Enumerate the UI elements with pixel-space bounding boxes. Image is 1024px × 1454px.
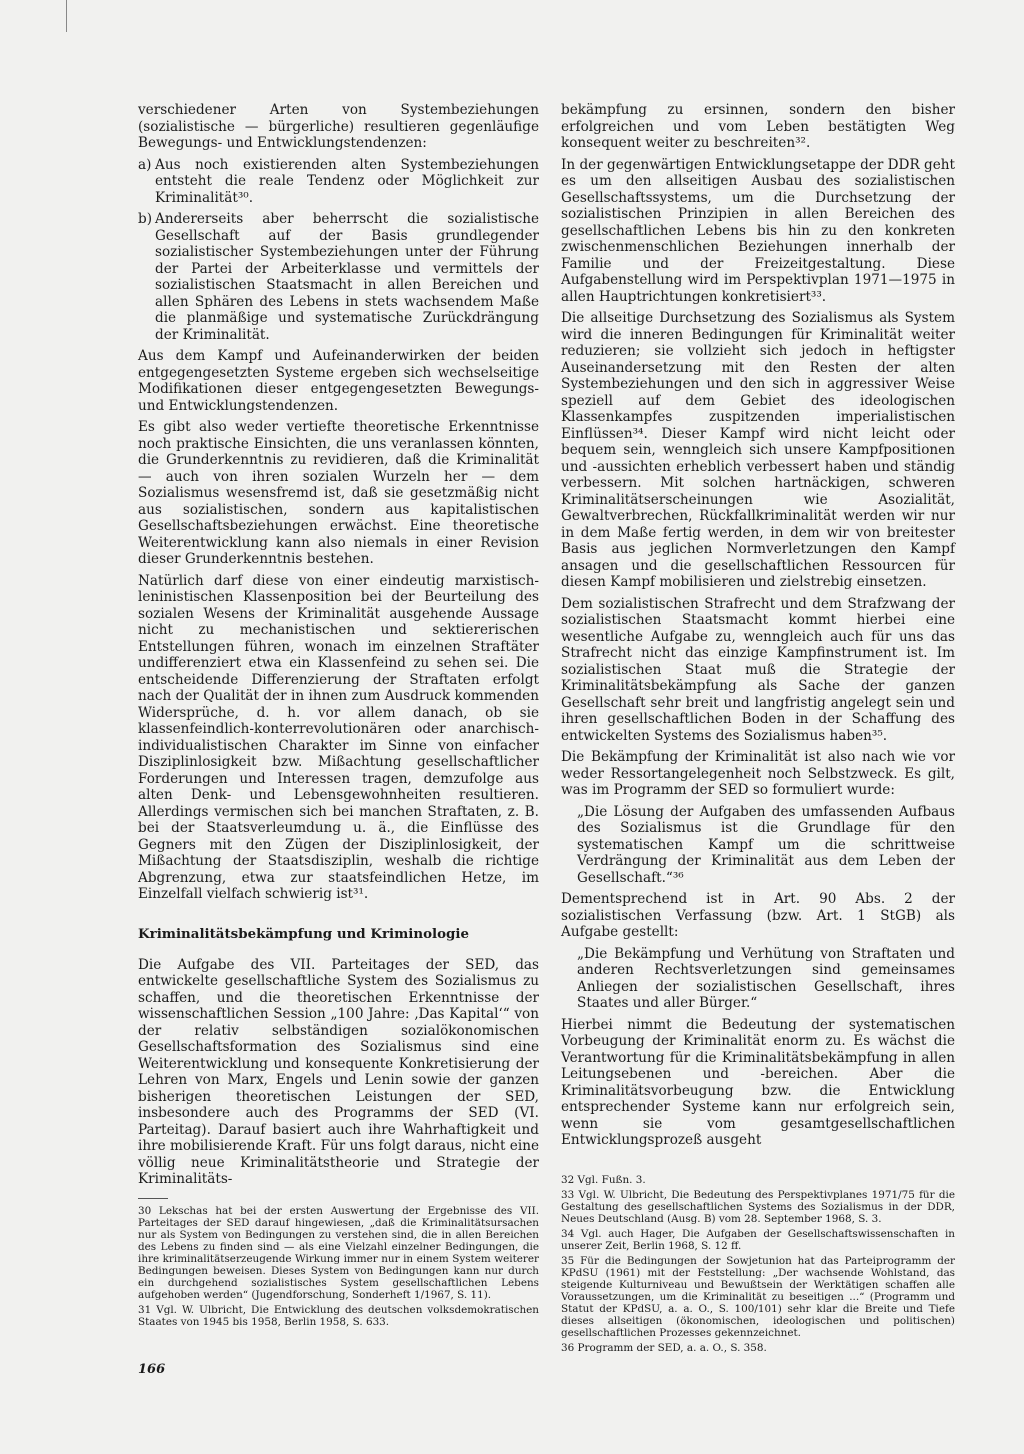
block-quote: „Die Bekämpfung und Verhütung von Straftaten und anderen Rechtsverletzungen sind gemeinsames Anliegen der sozialistischen Gesellschaft, ihres Staates und aller Bürger.“ xyxy=(577,945,955,1011)
paragraph: Natürlich darf diese von einer eindeutig marxistisch-leninistischen Klassenposition bei der Beurteilung des sozialen Wesens der Kriminalität ausgehende Aussage nicht zu mechanistischen und sektiererischen Entstellungen führen, wonach im einzelnen Straftäter undifferenziert etwa ein Klassenfeind zu sehen sei. Die entscheidende Differenzierung der Straftaten erfolgt nach der Qualität der in ihnen zum Ausdruck kommenden Widersprüche, d. h. vor allem danach, ob sie klassenfeindlich-konterrevolutionären oder anarchisch-individualistischen Charakter im Sinne von einfacher Disziplinlosigkeit bzw. Mißachtung gesellschaftlicher Forderungen und Interessen tragen, demzufolge aus alten Denk- und Lebensgewohnheiten resultieren. Allerdings vermischen sich bei manchen Straftaten, z. B. bei der Staatsverleumdung u. ä., die Einflüsse des Gegners mit den Zügen der Disziplinlosigkeit, der Mißachtung der Staatsdisziplin, weshalb die richtige Abgrenzung, etwa zur staatsfeindlichen Hetze, im Einzelfall vielfach schwierig ist³¹. xyxy=(138,572,539,902)
paragraph: verschiedener Arten von Systembeziehungen (sozialistische — bürgerliche) resultieren gegenläufige Bewegungs- und Entwicklungstendenzen: xyxy=(138,102,539,151)
list-marker: a) xyxy=(138,156,152,173)
paragraph: Die Bekämpfung der Kriminalität ist also nach wie vor weder Ressortangelegenheit noch Selbstzweck. Es gilt, was im Programm der SED so formuliert wurde: xyxy=(561,749,955,798)
paragraph: Die allseitige Durchsetzung des Sozialismus als System wird die inneren Bedingungen für Kriminalität weiter reduzieren; sie vollzieht sich jedoch in heftigster Auseinandersetzung mit den Resten der alten Systembeziehungen und den sich in aggressiver Weise speziell auf dem Gebiet des ideologischen Klassenkampfes zuspitzenden imperialistischen Einflüssen³⁴. Dieser Kampf wird nicht leicht oder bequem sein, wenngleich sich unsere Kampfpositionen und -aussichten erheblich verbessert haben und ständig verbessern. Mit solchen hartnäckigen, schweren Kriminalitätserscheinungen wie Asozialität, Gewaltverbrechen, Rückfallkriminalität werden wir nur in dem Maße fertig werden, in dem wir von breitester Basis aus jeglichen Normverletzungen den Kampf ansagen und die gesellschaftlichen Ressourcen für diesen Kampf mobilisieren und zielstrebig einsetzen. xyxy=(561,310,955,590)
footnote-30: 30 Lekschas hat bei der ersten Auswertung der Ergebnisse des VII. Parteitages der SED darauf hingewiesen, „daß die Kriminalitätsursachen nur als System von Bedingungen zu verstehen sind, die in allen Bereichen des Lebens zu finden sind — als eine Vielzahl einzelner Bedingungen, die ihre kriminalitätserzeugende Wirkung immer nur in einem System weiterer Bedingungen beweisen. Dieses System von Bedingungen kann nur durch ein durchgehend sozialistisches System gesellschaftlichen Lebens aufgehoben werden“ (Jugendforschung, Sonderheft 1/1967, S. 11). xyxy=(138,1204,539,1301)
paragraph: Dem sozialistischen Strafrecht und dem Strafzwang der sozialistischen Staatsmacht kommt hierbei eine wesentliche Aufgabe zu, wenngleich auch für uns das Strafrecht nicht das einzige Kampfinstrument ist. Im sozialistischen Staat muß die Strategie der Kriminalitätsbekämpfung als Sache der ganzen Gesellschaft sehr breit und langfristig angelegt sein und ihren gesellschaftlichen Boden in der Schaffung des entwickelten Systems des Sozialismus haben³⁵. xyxy=(561,595,955,744)
list-item-b xyxy=(138,211,539,343)
footnote-32: 32 Vgl. Fußn. 3. xyxy=(561,1173,646,1186)
list-text: Aus noch existierenden alten Systembeziehungen entsteht die reale Tendenz oder Möglichkeit zur Kriminalität³⁰. xyxy=(155,156,539,206)
paragraph: In der gegenwärtigen Entwicklungsetappe der DDR geht es um den allseitigen Ausbau des sozialistischen Gesellschaftssystems, um die Durchsetzung der sozialistischen Prinzipien in allen Bereichen des gesellschaftlichen Lebens bis hin zu den konkreten zwischenmenschlichen Beziehungen innerhalb der Familie und der Freizeitgestaltung. Diese Aufgabenstellung wird im Perspektivplan 1971—1975 in allen Hauptrichtungen konkretisiert³³. xyxy=(561,156,955,305)
list-text: Andererseits aber beherrscht die sozialistische Gesellschaft auf der Basis grundlegender sozialistischer Systembeziehungen unter der Führung der Partei der Arbeiterklasse und vermittels der sozialistischen Staatsmacht in allen Bereichen und allen Sphären des Lebens in stets wachsendem Maße die planmäßige und systematische Zurückdrängung der Kriminalität. xyxy=(155,211,539,343)
scan-edge-mark xyxy=(66,0,67,32)
paragraph: Es gibt also weder vertiefte theoretische Erkenntnisse noch praktische Einsichten, die uns veranlassen könnten, die Grunderkenntnis zu revidieren, daß die Kriminalität — auch von ihren sozialen Wurzeln her — dem Sozialismus wesensfremd ist, daß sie gesetzmäßig nicht aus sozialistischen, sondern aus kapitalistischen Gesellschaftsbeziehungen erwächst. Eine theoretische Weiterentwicklung kann also niemals in einer Revision dieser Grunderkenntnis bestehen. xyxy=(138,419,539,567)
paragraph: bekämpfung zu ersinnen, sondern den bisher erfolgreichen und vom Leben bestätigten Weg konsequent weiter zu beschreiten³². xyxy=(561,102,955,151)
footnote-rule xyxy=(561,1167,591,1168)
list-item-a xyxy=(138,157,539,207)
footnote-33: 33 Vgl. W. Ulbricht, Die Bedeutung des Perspektivplanes 1971/75 für die Gestaltung des gesellschaftlichen Systems des Sozialismus in der DDR, Neues Deutschland (Ausg. B) vom 28. September 1968, S. 3. xyxy=(561,1188,955,1225)
list-marker: b) xyxy=(138,211,153,227)
paragraph: Die Aufgabe des VII. Parteitages der SED, das entwickelte gesellschaftliche System des Sozialismus zu schaffen, und die theoretischen Erkenntnisse der wissenschaftlichen Session „100 Jahre: ‚Das Kapital‘“ von der relativ selbständigen sozialökonomischen Gesellschaftsformation des Sozialismus sind eine Weiterentwicklung und konsequente Konkretisierung der Lehren von Marx, Engels und Lenin sowie der ganzen bisherigen theoretischen Leistungen der SED, insbesondere auch des Programms der SED (VI. Parteitag). Darauf basiert auch ihre Wahrhaftigkeit und ihre mobilisierende Kraft. Für uns folgt daraus, nicht eine völlig neue Kriminalitätstheorie und Strategie der Kriminalitäts- xyxy=(138,956,539,1187)
footnote-36: 36 Programm der SED, a. a. O., S. 358. xyxy=(561,1341,767,1354)
page-number: 166 xyxy=(138,1362,166,1377)
paragraph: Dementsprechend ist in Art. 90 Abs. 2 der sozialistischen Verfassung (bzw. Art. 1 StGB) als Aufgabe gestellt: xyxy=(561,891,955,940)
paragraph: Aus dem Kampf und Aufeinanderwirken der beiden entgegengesetzten Systeme ergeben sich wechselseitige Modifikationen dieser entgegengesetzten Bewegungs- und Entwicklungstendenzen. xyxy=(138,348,539,414)
footnote-35: 35 Für die Bedingungen der Sowjetunion hat das Parteiprogramm der KPdSU (1961) mit der Feststellung: „Der wachsende Wohlstand, das steigende Kulturniveau und Bewußtsein der Werktätigen schaffen alle Voraussetzungen, um die Kriminalität zu beseitigen ...“ (Programm und Statut der KPdSU, a. a. O., S. 100/101) sehr klar die Breite und Tiefe dieses allseitigen (ökonomischen, ideologischen und politischen) gesellschaftlichen Prozesses gekennzeichnet. xyxy=(561,1254,955,1339)
footnote-34: 34 Vgl. auch Hager, Die Aufgaben der Gesellschaftswissenschaften in unserer Zeit, Berlin 1968, S. 12 ff. xyxy=(561,1227,955,1252)
right-column xyxy=(561,102,955,1357)
block-quote: „Die Lösung der Aufgaben des umfassenden Aufbaus des Sozialismus ist die Grundlage für den systematischen Kampf um die schrittweise Verdrängung der Kriminalität aus dem Leben der Gesellschaft.“³⁶ xyxy=(577,803,955,886)
paragraph: Hierbei nimmt die Bedeutung der systematischen Vorbeugung der Kriminalität enorm zu. Es wächst die Verantwortung für die Kriminalitätsbekämpfung in allen Leitungsebenen und -bereichen. Aber die Kriminalitätsvorbeugung bzw. die Entwicklung entsprechender Systeme kann nur erfolgreich sein, wenn sie vom gesamtgesellschaftlichen Entwicklungsprozeß ausgeht xyxy=(561,1016,955,1148)
footnote-31: 31 Vgl. W. Ulbricht, Die Entwicklung des deutschen volksdemokratischen Staates von 1945 bis 1958, Berlin 1958, S. 633. xyxy=(138,1303,539,1328)
footnote-rule xyxy=(138,1198,168,1199)
section-heading: Kriminalitätsbekämpfung und Kriminologie xyxy=(138,925,470,942)
left-column xyxy=(138,102,539,1331)
